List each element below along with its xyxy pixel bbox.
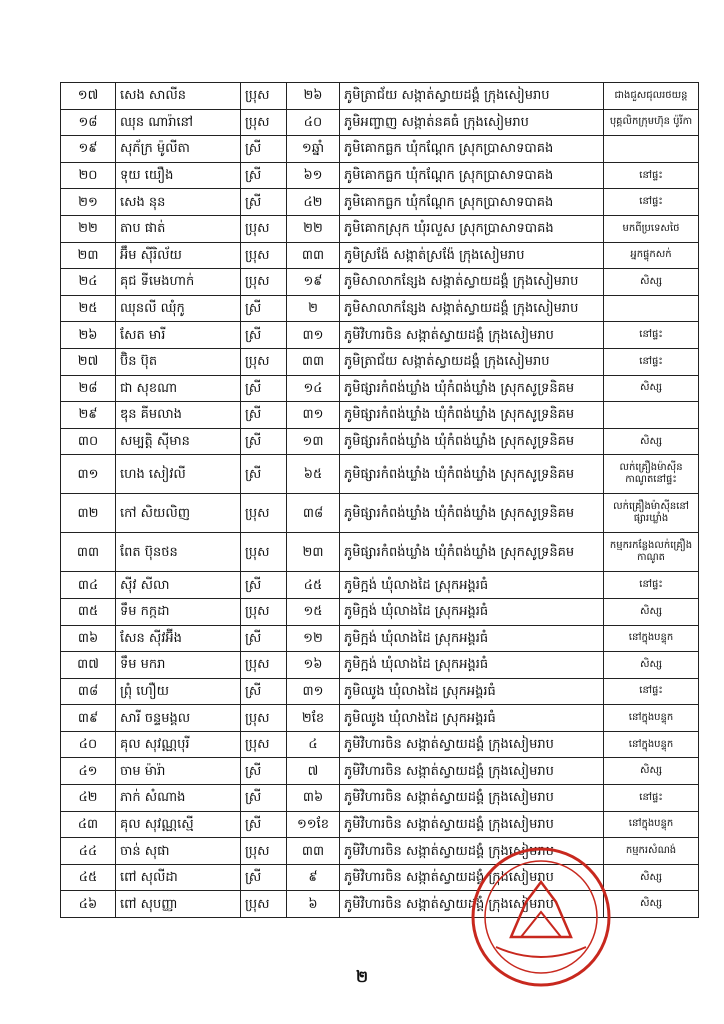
sex-cell: ស្រី: [241, 428, 287, 455]
table-row: [61, 215, 699, 242]
sex-cell: ប្រុស: [241, 838, 287, 865]
sex-cell: ស្រី: [241, 758, 287, 785]
sex-cell: ប្រុស: [241, 533, 287, 572]
name-cell: ទឹម មករា: [116, 652, 241, 679]
address-cell: ភូមិត្រាជ័យ សង្កាត់ស្វាយដង្គំ ក្រុងសៀមរាប: [340, 83, 604, 110]
row-number-cell: ២៩: [61, 402, 116, 429]
age-cell: ១៦: [287, 652, 340, 679]
note-cell: សិស្ស: [604, 758, 699, 785]
age-cell: ៤០: [287, 109, 340, 136]
name-cell: ទឹម កក្កដា: [116, 598, 241, 625]
row-number-cell: ៣៤: [61, 572, 116, 599]
note-cell: ជាងជួសជុលរថយន្ត: [604, 83, 699, 110]
roster-body: [61, 83, 699, 918]
table-row: [61, 731, 699, 758]
table-row: [61, 494, 699, 533]
table-row: [61, 295, 699, 322]
table-row: [61, 678, 699, 705]
age-cell: ១៣: [287, 428, 340, 455]
name-cell: ពៅ សុបញ្ញា: [116, 891, 241, 918]
age-cell: ២ខែ: [287, 705, 340, 732]
age-cell: ៦១: [287, 162, 340, 189]
seal-temple-inner: [521, 912, 561, 937]
address-cell: ភូមិវិហារចិន សង្កាត់ស្វាយដង្គំ ក្រុងសៀមរាប: [340, 891, 604, 918]
table-row: [61, 269, 699, 296]
note-cell: នៅក្នុងបន្ទុក: [604, 705, 699, 732]
name-cell: សម្បត្តិ ស៊ីមាន: [116, 428, 241, 455]
row-number-cell: ៤៥: [61, 864, 116, 891]
sex-cell: ប្រុស: [241, 705, 287, 732]
table-row: [61, 785, 699, 812]
address-cell: ភូមិសាលាកន្សែង សង្កាត់ស្វាយដង្គំ ក្រុងសៀមរាប: [340, 269, 604, 296]
sex-cell: ស្រី: [241, 136, 287, 163]
table-row: [61, 533, 699, 572]
age-cell: ៣១: [287, 678, 340, 705]
sex-cell: ប្រុស: [241, 494, 287, 533]
name-cell: គុល សុវណ្ណស្មើ: [116, 811, 241, 838]
table-row: [61, 428, 699, 455]
age-cell: ៤: [287, 731, 340, 758]
address-cell: ភូមិវិហារចិន សង្កាត់ស្វាយដង្គំ ក្រុងសៀមរាប: [340, 838, 604, 865]
row-number-cell: ៤០: [61, 731, 116, 758]
row-number-cell: ៣០: [61, 428, 116, 455]
roster-table: [60, 82, 699, 918]
address-cell: ភូមិត្រាជ័យ សង្កាត់ស្វាយដង្គំ ក្រុងសៀមរាប: [340, 348, 604, 375]
note-cell: សិស្ស: [604, 891, 699, 918]
name-cell: ឈុនលី ឈុំកូ: [116, 295, 241, 322]
row-number-cell: ២៦: [61, 322, 116, 349]
age-cell: ១១ខែ: [287, 811, 340, 838]
seal-ribbon: [496, 947, 586, 957]
row-number-cell: ៣៣: [61, 533, 116, 572]
table-row: [61, 625, 699, 652]
note-cell: [604, 136, 699, 163]
row-number-cell: ១៧: [61, 83, 116, 110]
table-row: [61, 242, 699, 269]
note-cell: សិស្ស: [604, 428, 699, 455]
table-row: [61, 811, 699, 838]
note-cell: នៅក្នុងបន្ទុក: [604, 731, 699, 758]
sex-cell: ប្រុស: [241, 348, 287, 375]
age-cell: ២៣: [287, 533, 340, 572]
address-cell: ភូមិវិហារចិន សង្កាត់ស្វាយដង្គំ ក្រុងសៀមរាប: [340, 731, 604, 758]
note-cell: នៅក្នុងបន្ទុក: [604, 625, 699, 652]
name-cell: សែន ស៊ីវអ៊ីង: [116, 625, 241, 652]
page-number: ២: [355, 967, 369, 986]
address-cell: ភូមិគោកស្រុក ឃុំរលួស ស្រុកប្រាសាទបាគង: [340, 215, 604, 242]
name-cell: សេង សាលីន: [116, 83, 241, 110]
address-cell: ភូមិគោកធ្លក ឃុំកណ្ដែក ស្រុកប្រាសាទបាគង: [340, 136, 604, 163]
sex-cell: ស្រី: [241, 295, 287, 322]
address-cell: ភូមិក្អង់ ឃុំលាងដៃ ស្រុកអង្គរធំ: [340, 652, 604, 679]
row-number-cell: ៤៤: [61, 838, 116, 865]
name-cell: ចាន់ សុផា: [116, 838, 241, 865]
address-cell: ភូមិផ្សារកំពង់ឃ្លាំង ឃុំកំពង់ឃ្លាំង ស្រុកសូទ្រនិគម: [340, 402, 604, 429]
age-cell: ៣១: [287, 322, 340, 349]
table-row: [61, 652, 699, 679]
row-number-cell: ៤២: [61, 785, 116, 812]
name-cell: ស៊ីវ សីលា: [116, 572, 241, 599]
name-cell: ជា សុខណា: [116, 375, 241, 402]
sex-cell: ស្រី: [241, 678, 287, 705]
name-cell: ប៊ិន ប៊ុត: [116, 348, 241, 375]
row-number-cell: ៣១: [61, 455, 116, 494]
sex-cell: ស្រី: [241, 811, 287, 838]
age-cell: ៣៣: [287, 838, 340, 865]
row-number-cell: ៣២: [61, 494, 116, 533]
age-cell: ៤៥: [287, 572, 340, 599]
age-cell: ៣៨: [287, 494, 340, 533]
sex-cell: ប្រុស: [241, 891, 287, 918]
name-cell: ពៅ សុលីដា: [116, 864, 241, 891]
age-cell: ៩: [287, 864, 340, 891]
table-row: [61, 189, 699, 216]
address-cell: ភូមិក្អង់ ឃុំលាងដៃ ស្រុកអង្គរធំ: [340, 598, 604, 625]
age-cell: ៣៦: [287, 785, 340, 812]
name-cell: គុល សុវណ្ណបុរី: [116, 731, 241, 758]
sex-cell: ប្រុស: [241, 215, 287, 242]
address-cell: ភូមិផ្សារកំពង់ឃ្លាំង ឃុំកំពង់ឃ្លាំង ស្រុកសូទ្រនិគម: [340, 494, 604, 533]
name-cell: តាប ផាត់: [116, 215, 241, 242]
row-number-cell: ២៧: [61, 348, 116, 375]
sex-cell: ស្រី: [241, 572, 287, 599]
sex-cell: ប្រុស: [241, 731, 287, 758]
table-row: [61, 83, 699, 110]
age-cell: ២៦: [287, 83, 340, 110]
name-cell: ព្រុំ ហឿយ: [116, 678, 241, 705]
address-cell: ភូមិគោកធ្លក ឃុំកណ្ដែក ស្រុកប្រាសាទបាគង: [340, 189, 604, 216]
note-cell: នៅផ្ទះ: [604, 189, 699, 216]
row-number-cell: ១៩: [61, 136, 116, 163]
age-cell: ៦៥: [287, 455, 340, 494]
name-cell: ពែត ប៊ុនថន: [116, 533, 241, 572]
age-cell: ៤២: [287, 189, 340, 216]
seal-outer-ring: [473, 849, 609, 985]
age-cell: ៧: [287, 758, 340, 785]
sex-cell: ស្រី: [241, 375, 287, 402]
table-row: [61, 162, 699, 189]
address-cell: ភូមិគោកធ្លក ឃុំកណ្ដែក ស្រុកប្រាសាទបាគង: [340, 162, 604, 189]
sex-cell: ប្រុស: [241, 269, 287, 296]
age-cell: ២២: [287, 215, 340, 242]
sex-cell: ស្រី: [241, 625, 287, 652]
note-cell: សិស្ស: [604, 598, 699, 625]
table-row: [61, 572, 699, 599]
address-cell: ភូមិវិហារចិន សង្កាត់ស្វាយដង្គំ ក្រុងសៀមរាប: [340, 785, 604, 812]
sex-cell: ស្រី: [241, 455, 287, 494]
row-number-cell: ២២: [61, 215, 116, 242]
table-row: [61, 375, 699, 402]
sex-cell: ប្រុស: [241, 242, 287, 269]
note-cell: នៅផ្ទះ: [604, 785, 699, 812]
address-cell: ភូមិវិហារចិន សង្កាត់ស្វាយដង្គំ ក្រុងសៀមរាប: [340, 322, 604, 349]
note-cell: [604, 295, 699, 322]
row-number-cell: ៤១: [61, 758, 116, 785]
row-number-cell: ២១: [61, 189, 116, 216]
name-cell: សារី ចន្ទមង្គល: [116, 705, 241, 732]
name-cell: ភាក់ សំណាង: [116, 785, 241, 812]
name-cell: សុភ័ក្រ ម៉ូលីតា: [116, 136, 241, 163]
note-cell: កម្មករកន្លែងលក់គ្រឿងកាណូត: [604, 533, 699, 572]
note-cell: នៅផ្ទះ: [604, 322, 699, 349]
note-cell: អ្នកផ្ទុកសក់: [604, 242, 699, 269]
row-number-cell: ២០: [61, 162, 116, 189]
age-cell: ៣៣: [287, 242, 340, 269]
name-cell: ឌុន គីមលាង: [116, 402, 241, 429]
sex-cell: ស្រី: [241, 162, 287, 189]
table-row: [61, 402, 699, 429]
name-cell: ហេង សៀវលី: [116, 455, 241, 494]
table-row: [61, 455, 699, 494]
age-cell: ១២: [287, 625, 340, 652]
row-number-cell: ៤៦: [61, 891, 116, 918]
table-row: [61, 109, 699, 136]
address-cell: ភូមិវិហារចិន សង្កាត់ស្វាយដង្គំ ក្រុងសៀមរាប: [340, 758, 604, 785]
address-cell: ភូមិស្រង៉ែ សង្កាត់ស្រង៉ែ ក្រុងសៀមរាប: [340, 242, 604, 269]
address-cell: ភូមិឈូង ឃុំលាងដៃ ស្រុកអង្គរធំ: [340, 705, 604, 732]
age-cell: ១ឆ្នាំ: [287, 136, 340, 163]
row-number-cell: ៣៩: [61, 705, 116, 732]
age-cell: ២: [287, 295, 340, 322]
age-cell: ១៩: [287, 269, 340, 296]
name-cell: សេង នុន: [116, 189, 241, 216]
age-cell: ៦: [287, 891, 340, 918]
sex-cell: ប្រុស: [241, 83, 287, 110]
note-cell: [604, 402, 699, 429]
row-number-cell: ៣៨: [61, 678, 116, 705]
name-cell: កៅ សិយលិញ: [116, 494, 241, 533]
note-cell: សិស្ស: [604, 269, 699, 296]
address-cell: ភូមិវិហារចិន សង្កាត់ស្វាយដង្គំ ក្រុងសៀមរាប: [340, 811, 604, 838]
note-cell: មកពីប្រទេសថៃ: [604, 215, 699, 242]
row-number-cell: ៣៧: [61, 652, 116, 679]
note-cell: លក់គ្រឿងម៉ាស៊ីនកាណូតនៅផ្ទះ: [604, 455, 699, 494]
address-cell: ភូមិឈូង ឃុំលាងដៃ ស្រុកអង្គរធំ: [340, 678, 604, 705]
row-number-cell: ៣៦: [61, 625, 116, 652]
note-cell: សិស្ស: [604, 864, 699, 891]
address-cell: ភូមិក្អង់ ឃុំលាងដៃ ស្រុកអង្គរធំ: [340, 572, 604, 599]
row-number-cell: ២៣: [61, 242, 116, 269]
note-cell: នៅផ្ទះ: [604, 348, 699, 375]
address-cell: ភូមិផ្សារកំពង់ឃ្លាំង ឃុំកំពង់ឃ្លាំង ស្រុកសូទ្រនិគម: [340, 375, 604, 402]
address-cell: ភូមិសាលាកន្សែង សង្កាត់ស្វាយដង្គំ ក្រុងសៀមរាប: [340, 295, 604, 322]
row-number-cell: ២៨: [61, 375, 116, 402]
table-row: [61, 322, 699, 349]
note-cell: នៅក្នុងបន្ទុក: [604, 811, 699, 838]
name-cell: ទុយ យឿង: [116, 162, 241, 189]
address-cell: ភូមិផ្សារកំពង់ឃ្លាំង ឃុំកំពង់ឃ្លាំង ស្រុកសូទ្រនិគម: [340, 428, 604, 455]
row-number-cell: ៣៥: [61, 598, 116, 625]
sex-cell: ស្រី: [241, 785, 287, 812]
row-number-cell: ២៥: [61, 295, 116, 322]
note-cell: កម្មករសំណង់: [604, 838, 699, 865]
address-cell: ភូមិផ្សារកំពង់ឃ្លាំង ឃុំកំពង់ឃ្លាំង ស្រុកសូទ្រនិគម: [340, 533, 604, 572]
address-cell: ភូមិអញ្ចាញ សង្កាត់នគធំ ក្រុងសៀមរាប: [340, 109, 604, 136]
note-cell: សិស្ស: [604, 375, 699, 402]
address-cell: ភូមិក្អង់ ឃុំលាងដៃ ស្រុកអង្គរធំ: [340, 625, 604, 652]
table-row: [61, 705, 699, 732]
note-cell: នៅផ្ទះ: [604, 162, 699, 189]
sex-cell: ប្រុស: [241, 598, 287, 625]
table-row: [61, 598, 699, 625]
row-number-cell: ២៤: [61, 269, 116, 296]
note-cell: បុគ្គលិកក្រុមហ៊ុន ប៉ូរីកា: [604, 109, 699, 136]
age-cell: ១៥: [287, 598, 340, 625]
name-cell: គុជ ទីមេងហាក់: [116, 269, 241, 296]
address-cell: ភូមិវិហារចិន សង្កាត់ស្វាយដង្គំ ក្រុងសៀមរាប: [340, 864, 604, 891]
age-cell: ៣៣: [287, 348, 340, 375]
table-row: [61, 758, 699, 785]
table-row: [61, 348, 699, 375]
age-cell: ៣១: [287, 402, 340, 429]
seal-temple-emblem: [511, 882, 571, 937]
name-cell: អ៊ឹម ស៊ីរិល័យ: [116, 242, 241, 269]
age-cell: ១៤: [287, 375, 340, 402]
note-cell: នៅផ្ទះ: [604, 678, 699, 705]
sex-cell: ស្រី: [241, 402, 287, 429]
sex-cell: ស្រី: [241, 864, 287, 891]
note-cell: លក់គ្រឿងម៉ាស៊ីននៅផ្សារឃ្លាំង: [604, 494, 699, 533]
table-row: [61, 136, 699, 163]
note-cell: នៅផ្ទះ: [604, 572, 699, 599]
sex-cell: ប្រុស: [241, 652, 287, 679]
name-cell: ចាម ម៉ារ៉ា: [116, 758, 241, 785]
name-cell: សែត មារី: [116, 322, 241, 349]
row-number-cell: ១៨: [61, 109, 116, 136]
sex-cell: ស្រី: [241, 189, 287, 216]
sex-cell: ប្រុស: [241, 109, 287, 136]
row-number-cell: ៤៣: [61, 811, 116, 838]
note-cell: សិស្ស: [604, 652, 699, 679]
sex-cell: ស្រី: [241, 322, 287, 349]
name-cell: ឈុន ណារ៉ានៅ: [116, 109, 241, 136]
address-cell: ភូមិផ្សារកំពង់ឃ្លាំង ឃុំកំពង់ឃ្លាំង ស្រុកសូទ្រនិគម: [340, 455, 604, 494]
